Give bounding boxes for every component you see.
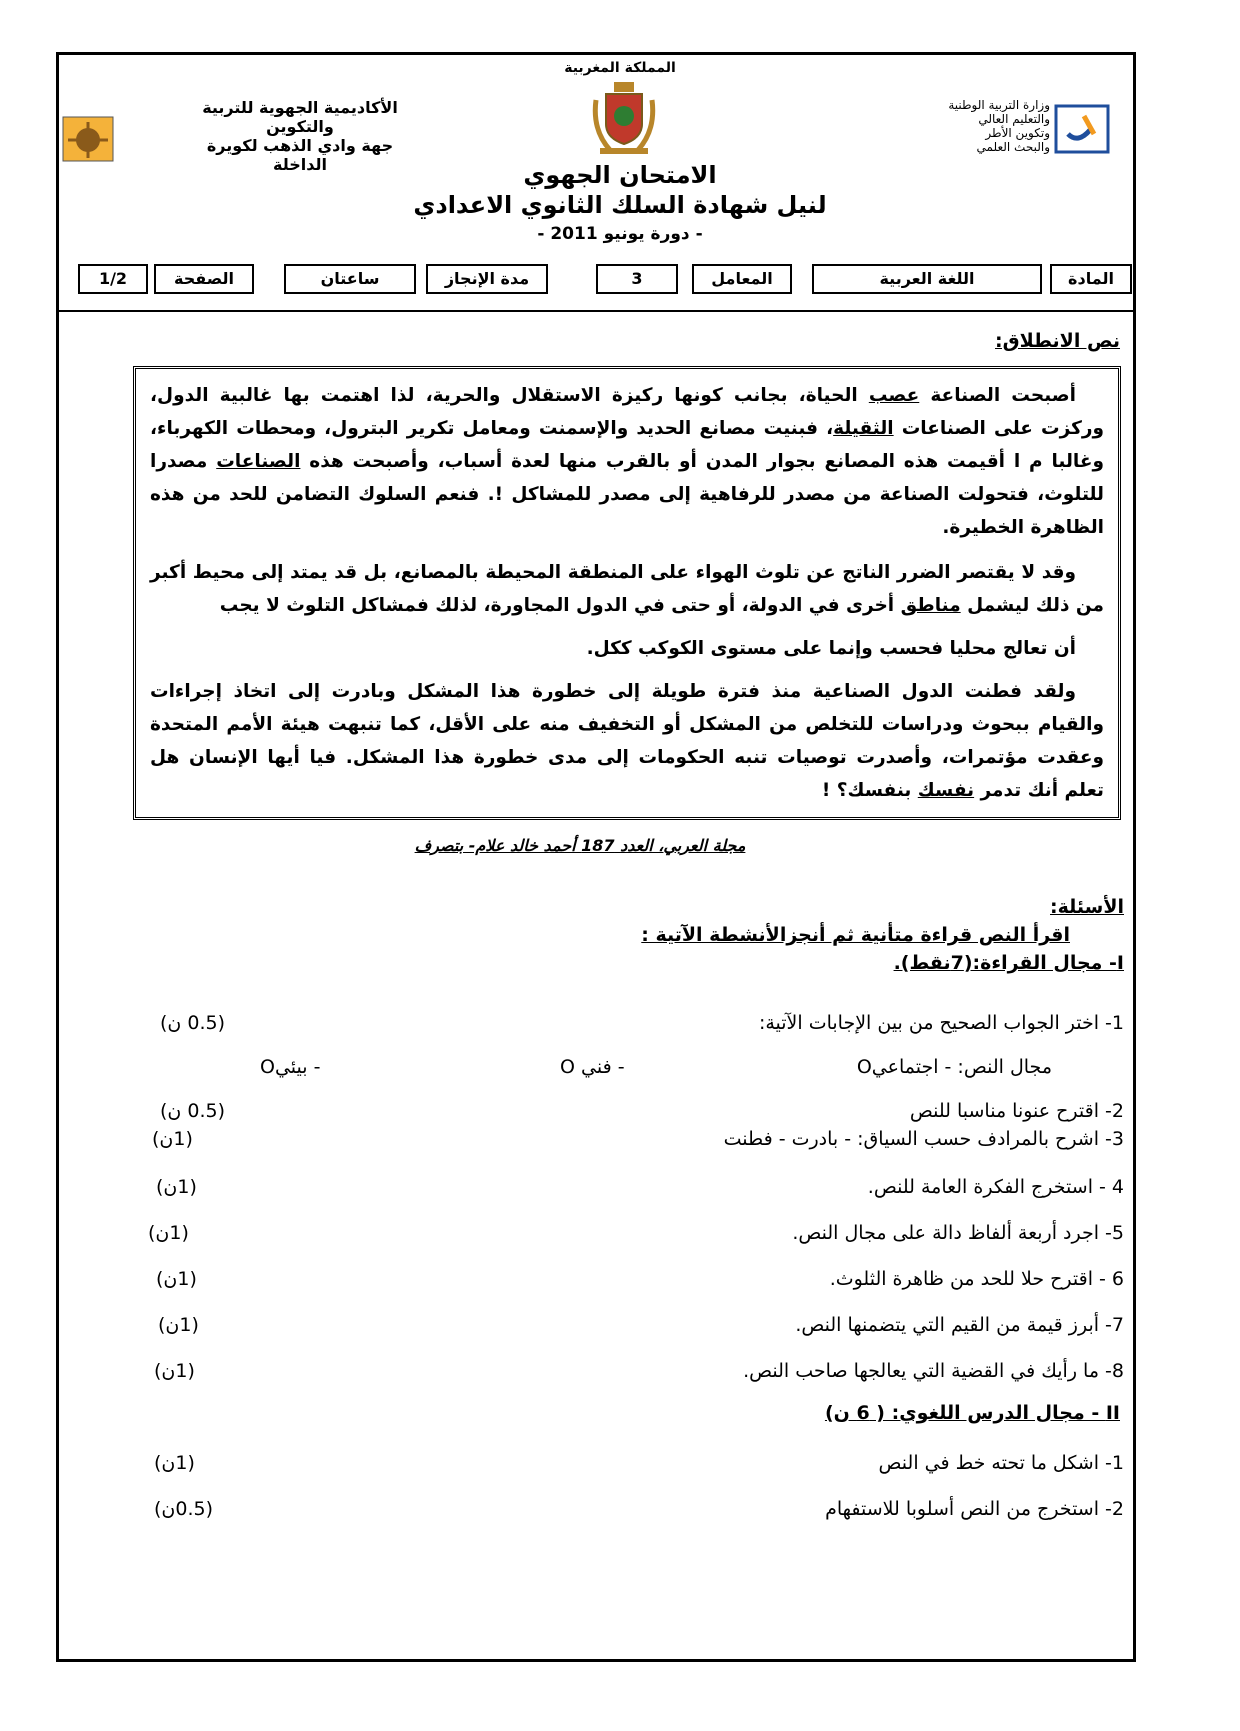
language-question-2-points: (0.5ن): [154, 1498, 214, 1520]
q1-option-environment: - بيئيO: [260, 1056, 321, 1078]
underlined-word: مناطق: [900, 595, 961, 616]
ministry-line: وتكوين الأطر: [985, 126, 1050, 140]
language-question-1-points: (1ن): [154, 1452, 195, 1474]
section-1-title: I- مجال القراءة:(7نقط).: [893, 952, 1124, 974]
header-divider: [56, 310, 1136, 312]
passage-box: [133, 366, 1121, 820]
question-2: 2- اقترح عنونا مناسبا للنص: [909, 1100, 1124, 1122]
royal-emblem-icon: [592, 80, 656, 156]
underlined-word: عصب: [868, 385, 920, 406]
passage-source: مجلة العربي، العدد 187 أحمد خالد علام- بتصرف: [414, 836, 746, 855]
question-5: 5- اجرد أربعة ألفاظ دالة على مجال النص.: [792, 1222, 1124, 1244]
coef-label: المعامل: [692, 264, 792, 294]
question-8: 8- ما رأيك في القضية التي يعالجها صاحب النص.: [743, 1360, 1124, 1382]
instructions: اقرأ النص قراءة متأنية ثم أنجزالأنشطة الآتية :: [641, 924, 1070, 946]
page-value: 1/2: [78, 264, 148, 294]
question-2-points: (0.5 ن): [160, 1100, 226, 1122]
exam-subtitle: لنيل شهادة السلك الثانوي الاعدادي: [413, 191, 827, 219]
academy-line: الأكاديمية الجهوية للتربية والتكوين: [202, 98, 398, 136]
text: مصدرا للتلوث، فتحولت الصناعة من مصدر للرفاهية إلى مصدر للمشاكل !. فنعم السلوك التضامن للحد من هذه الظاهرة الخطيرة.: [150, 451, 1104, 538]
question-4: 4 - استخرج الفكرة العامة للنص.: [867, 1176, 1124, 1198]
academy-logo-icon: [62, 116, 114, 162]
duration-value: ساعتان: [284, 264, 416, 294]
passage-paragraph-1: [150, 379, 1104, 544]
subject-value: اللغة العربية: [812, 264, 1042, 294]
passage-heading: نص الانطلاق:: [995, 330, 1120, 352]
ministry-logo-icon: [1054, 104, 1110, 154]
exam-title: الامتحان الجهوي: [523, 161, 717, 189]
q1-option-art: - فني O: [560, 1056, 625, 1078]
question-8-points: (1ن): [154, 1360, 195, 1382]
language-question-2: 2- استخرج من النص أسلوبا للاستفهام: [825, 1498, 1124, 1520]
passage-paragraph-2-end: [150, 632, 1104, 665]
text: الحياة، بجانب كونها ركيزة الاستقلال والحرية، لذا اهتمت بها غالبية الدول، وركزت على الصناعات: [150, 385, 1104, 439]
language-question-1: 1- اشكل ما تحته خط في النص: [878, 1452, 1124, 1474]
text: أن تعالج محليا فحسب وإنما على مستوى الكوكب ككل.: [586, 638, 1076, 659]
text: أصبحت الصناعة: [919, 385, 1076, 406]
question-6-points: (1ن): [156, 1268, 197, 1290]
question-3: 3- اشرح بالمرادف حسب السياق: - بادرت - فطنت: [723, 1128, 1124, 1150]
ministry-line: وزارة التربية الوطنية: [948, 98, 1050, 112]
question-1: 1- اختر الجواب الصحيح من بين الإجابات الآتية:: [758, 1012, 1124, 1034]
question-7-points: (1ن): [158, 1314, 199, 1336]
text: وقد لا يقتصر الضرر الناتج عن تلوث الهواء على المنطقة المحيطة بالمصانع، بل قد يمتد إلى محيط أكبر من ذلك ليشمل: [150, 562, 1104, 616]
ministry-name: [810, 98, 1050, 154]
page-label: الصفحة: [154, 264, 254, 294]
academy-line: جهة وادي الذهب لكويرة: [206, 136, 394, 155]
passage-paragraph-3: [150, 675, 1104, 807]
academy-line: الداخلة: [273, 155, 327, 174]
subject-label: المادة: [1050, 264, 1132, 294]
ministry-line: والتعليم العالي: [978, 112, 1050, 126]
text: ولقد فطنت الدول الصناعية منذ فترة طويلة إلى خطورة هذا المشكل وبادرت إلى اتخاذ إجراءات والقيام ببحوث ودراسات للتخلص من المشكل أو التخفيف منه على الأقل، كما تنبهت هيئة الأمم المتحدة وعقدت مؤتمرات، وأصدرت توصيات تنبه الحكومات إلى مدى خطورة هذا المشكل. فيا أيها الإنسان هل تعلم أنك تدمر: [150, 681, 1104, 801]
kingdom-name: المملكة المغربية: [564, 60, 676, 76]
question-5-points: (1ن): [148, 1222, 189, 1244]
question-4-points: (1ن): [156, 1176, 197, 1198]
underlined-word: نفسك: [917, 780, 975, 801]
question-1-points: (0.5 ن): [160, 1012, 226, 1034]
text: أخرى في الدولة، أو حتى في الدول المجاورة، لذلك فمشاكل التلوث لا يجب: [219, 595, 901, 616]
text: بنفسك؟ !: [821, 780, 918, 801]
ministry-line: والبحث العلمي: [976, 140, 1050, 154]
underlined-word: الصناعات: [216, 451, 301, 472]
question-6: 6 - اقترح حلا للحد من ظاهرة الثلوث.: [829, 1268, 1124, 1290]
duration-label: مدة الإنجاز: [426, 264, 548, 294]
question-7: 7- أبرز قيمة من القيم التي يتضمنها النص.: [795, 1314, 1124, 1336]
underlined-word: الثقيلة: [833, 418, 894, 439]
question-3-points: (1ن): [152, 1128, 193, 1150]
exam-session: - دورة يونيو 2011 -: [537, 224, 703, 244]
questions-heading: الأسئلة:: [1050, 896, 1124, 918]
passage-paragraph-2: [150, 556, 1104, 622]
section-2-title: II - مجال الدرس اللغوي: ( 6 ن): [824, 1402, 1120, 1424]
text: ، فبنيت مصانع الحديد والإسمنت ومعامل تكرير البترول، ومحطات الكهرباء، وغالبا م ا أقيمت هذه المصانع بجوار المدن أو بالقرب منها لعدة أسباب، وأصبحت هذه: [150, 418, 1104, 472]
coef-value: 3: [596, 264, 678, 294]
q1-option-social: مجال النص: - اجتماعيO: [856, 1056, 1052, 1078]
